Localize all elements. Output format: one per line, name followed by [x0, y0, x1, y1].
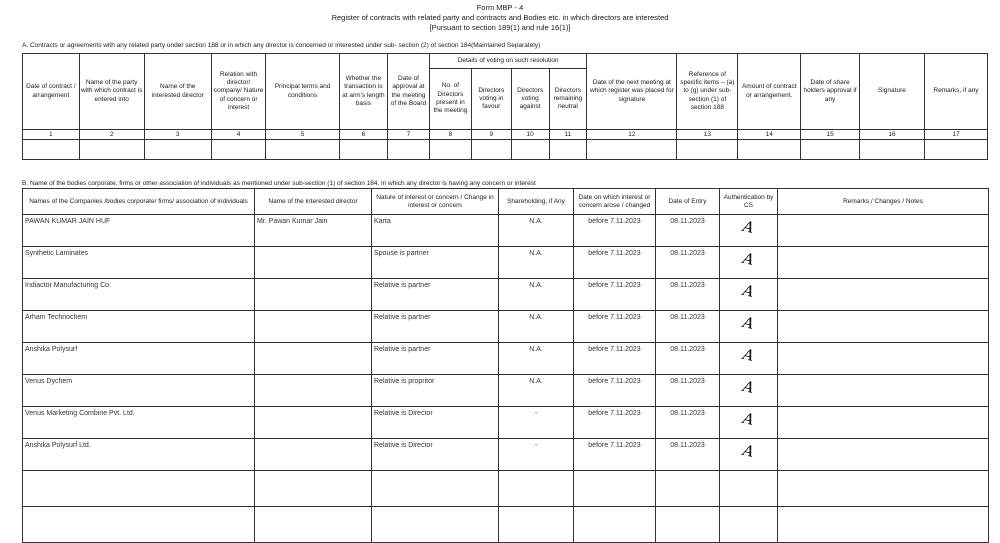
authentication-cell	[720, 247, 778, 279]
interested-director-cell	[255, 375, 372, 407]
blank-cell	[778, 507, 989, 543]
col-header-date-arose: Date on which interest or concern arose / changed	[574, 189, 656, 215]
remarks-cell	[778, 311, 989, 343]
table-row	[23, 407, 989, 439]
col-header-company-name: Names of the Companies /bodies corporate/ firms/ association of individuals	[23, 189, 255, 215]
shareholding-cell: N.A.	[499, 279, 574, 311]
interested-director-cell: Mr. Pawan Kumar Jain	[255, 215, 372, 247]
company-name-cell: Synthetic Laminates	[23, 247, 255, 279]
shareholding-cell: N.A.	[499, 343, 574, 375]
blank-cell	[656, 471, 720, 507]
date-of-entry-cell: 08.11.2023	[656, 407, 720, 439]
section-b-rows	[23, 215, 989, 471]
cs-signature: A	[741, 281, 756, 301]
form-number: Form MBP - 4	[476, 3, 524, 12]
shareholding-cell: N.A.	[499, 311, 574, 343]
section-a-number-row	[23, 130, 988, 140]
blank-cell	[211, 140, 266, 160]
date-arose-cell: before 7.11.2023	[574, 343, 656, 375]
blank-cell	[574, 507, 656, 543]
col-number: 16	[859, 130, 924, 140]
col-header-date: Date of contract / arrangement	[23, 54, 80, 130]
cs-signature: A	[741, 409, 756, 429]
authentication-cell	[720, 407, 778, 439]
blank-cell	[79, 140, 144, 160]
company-name-cell: Arham Technochem	[23, 311, 255, 343]
date-of-entry-cell: 08.11.2023	[656, 343, 720, 375]
col-number: 5	[266, 130, 339, 140]
company-name-cell: PAWAN KUMAR JAIN HUF	[23, 215, 255, 247]
remarks-cell	[778, 215, 989, 247]
col-number: 3	[144, 130, 211, 140]
blank-cell	[372, 507, 499, 543]
interested-director-cell	[255, 343, 372, 375]
blank-cell	[499, 471, 574, 507]
authentication-cell	[720, 343, 778, 375]
company-name-cell: Venus Dychem	[23, 375, 255, 407]
authentication-cell	[720, 311, 778, 343]
col-number: 15	[801, 130, 860, 140]
table-row-empty	[23, 507, 989, 543]
col-header-party: Name of the party with which contract is entered into	[79, 54, 144, 130]
date-arose-cell: before 7.11.2023	[574, 311, 656, 343]
remarks-cell	[778, 247, 989, 279]
col-header-shareholders-approval: Date of share holders approval if any	[801, 54, 860, 130]
table-row	[23, 247, 989, 279]
date-arose-cell: before 7.11.2023	[574, 439, 656, 471]
blank-cell	[587, 140, 677, 160]
authentication-cell	[720, 375, 778, 407]
shareholding-cell: -	[499, 439, 574, 471]
remarks-cell	[778, 407, 989, 439]
col-number: 4	[211, 130, 266, 140]
blank-cell	[266, 140, 339, 160]
shareholding-cell: -	[499, 407, 574, 439]
col-number: 1	[23, 130, 80, 140]
cs-signature: A	[741, 249, 756, 269]
blank-cell	[23, 507, 255, 543]
nature-of-interest-cell: Relative is propritor	[372, 375, 499, 407]
blank-cell	[429, 140, 471, 160]
date-of-entry-cell: 08.11.2023	[656, 439, 720, 471]
blank-cell	[23, 140, 80, 160]
col-number: 14	[738, 130, 801, 140]
col-header-voting-against: Directors voting against	[511, 69, 549, 130]
blank-cell	[549, 140, 587, 160]
col-header-terms: Principal terms and conditions	[266, 54, 339, 130]
col-header-voting: Details of voting on such resolution	[429, 54, 586, 69]
col-number: 2	[79, 130, 144, 140]
date-arose-cell: before 7.11.2023	[574, 215, 656, 247]
nature-of-interest-cell: Relative is partner	[372, 343, 499, 375]
shareholding-cell: N.A.	[499, 375, 574, 407]
col-header-director: Name of the interested director	[144, 54, 211, 130]
col-header-approval-date: Date of approval at the meeting of the Board	[388, 54, 430, 130]
col-header-neutral: Directors remaining neutral	[549, 69, 587, 130]
col-header-signature: Signature	[859, 54, 924, 130]
col-number: 7	[388, 130, 430, 140]
col-number: 9	[471, 130, 511, 140]
company-name-cell: Indiactor Manufacturing Co.	[23, 279, 255, 311]
interested-director-cell	[255, 279, 372, 311]
nature-of-interest-cell: Relative is partner	[372, 311, 499, 343]
blank-cell	[574, 471, 656, 507]
table-row	[23, 343, 989, 375]
table-row	[23, 311, 989, 343]
date-of-entry-cell: 08.11.2023	[656, 215, 720, 247]
col-header-date-of-entry: Date of Entry	[656, 189, 720, 215]
nature-of-interest-cell: Relative is Director	[372, 407, 499, 439]
remarks-cell	[778, 279, 989, 311]
col-header-amount: Amount of contract or arrangement.	[738, 54, 801, 130]
blank-cell	[499, 507, 574, 543]
date-arose-cell: before 7.11.2023	[574, 375, 656, 407]
col-number: 10	[511, 130, 549, 140]
interested-director-cell	[255, 247, 372, 279]
nature-of-interest-cell: Relative is Director	[372, 439, 499, 471]
section-b-table	[22, 188, 989, 543]
date-of-entry-cell: 08.11.2023	[656, 279, 720, 311]
blank-cell	[656, 507, 720, 543]
authentication-cell	[720, 279, 778, 311]
date-of-entry-cell: 08.11.2023	[656, 247, 720, 279]
register-subtitle: [Pursuant to section 189(1) and rule 16(1)]	[429, 23, 571, 32]
interested-director-cell	[255, 439, 372, 471]
table-row-empty	[23, 471, 989, 507]
col-header-nature-of-interest: Nature of interest or concern / Change in interest or concern	[372, 189, 499, 215]
shareholding-cell: N.A.	[499, 215, 574, 247]
cs-signature: A	[741, 217, 756, 237]
interested-director-cell	[255, 407, 372, 439]
col-number: 17	[924, 130, 987, 140]
blank-cell	[677, 140, 738, 160]
col-header-interested-director: Name of the interested director	[255, 189, 372, 215]
section-b-header-row	[23, 189, 989, 215]
blank-cell	[720, 507, 778, 543]
date-arose-cell: before 7.11.2023	[574, 407, 656, 439]
section-a-header-row	[23, 54, 988, 69]
table-row	[23, 279, 989, 311]
col-number: 12	[587, 130, 677, 140]
col-number: 13	[677, 130, 738, 140]
section-b-heading: B. Name of the bodies corporate, firms or other association of individuals as mentioned under sub-section (1) of section 184, in which any director is having any concern or interest	[22, 180, 536, 187]
register-title: Register of contracts with related party and contracts and Bodies etc. in which directors are interested	[331, 13, 669, 22]
col-header-remarks: Remarks / Changes / Notes	[778, 189, 989, 215]
blank-cell	[372, 471, 499, 507]
col-header-remarks: Remarks, if any	[924, 54, 987, 130]
table-row	[23, 439, 989, 471]
blank-cell	[255, 507, 372, 543]
col-number: 6	[339, 130, 387, 140]
blank-cell	[255, 471, 372, 507]
col-number: 11	[549, 130, 587, 140]
cs-signature: A	[741, 377, 756, 397]
company-name-cell: Venus Marketing Combine Pvt. Ltd.	[23, 407, 255, 439]
blank-cell	[801, 140, 860, 160]
section-a-blank-row	[23, 140, 988, 160]
cs-signature: A	[741, 345, 756, 365]
col-header-voting-favour: Directors voting in favour	[471, 69, 511, 130]
blank-cell	[859, 140, 924, 160]
col-header-reference: Reference of specific items – (a) to (g) under sub-section (1) of section 188	[677, 54, 738, 130]
section-a-table	[22, 53, 988, 160]
col-header-shareholding: Shareholding, if Any	[499, 189, 574, 215]
blank-cell	[471, 140, 511, 160]
blank-cell	[388, 140, 430, 160]
blank-cell	[339, 140, 387, 160]
blank-cell	[511, 140, 549, 160]
shareholding-cell: N.A.	[499, 247, 574, 279]
nature-of-interest-cell: Relative is partner	[372, 279, 499, 311]
col-number: 8	[429, 130, 471, 140]
date-of-entry-cell: 08.11.2023	[656, 311, 720, 343]
col-header-next-meeting: Date of the next meeting at which register was placed for signature	[587, 54, 677, 130]
blank-cell	[144, 140, 211, 160]
authentication-cell	[720, 215, 778, 247]
blank-cell	[23, 471, 255, 507]
remarks-cell	[778, 375, 989, 407]
remarks-cell	[778, 343, 989, 375]
col-header-arms-length: Whether the transaction is at arm's length basis	[339, 54, 387, 130]
table-row	[23, 215, 989, 247]
section-a-heading: A. Contracts or agreements with any related party under section 188 or in which any director is concerned or interested under sub- section (2) of section 184(Maintained Separately)	[22, 42, 541, 49]
company-name-cell: Anshika Polysurf Ltd.	[23, 439, 255, 471]
col-header-directors-present: No. of Directors present in the meeting	[429, 69, 471, 130]
cs-signature: A	[741, 313, 756, 333]
nature-of-interest-cell: Spouse is partner	[372, 247, 499, 279]
col-header-relation: Relation with director/ company/ Nature of concern or interest	[211, 54, 266, 130]
authentication-cell	[720, 439, 778, 471]
blank-cell	[738, 140, 801, 160]
date-of-entry-cell: 08.11.2023	[656, 375, 720, 407]
nature-of-interest-cell: Karta	[372, 215, 499, 247]
table-row	[23, 375, 989, 407]
interested-director-cell	[255, 311, 372, 343]
date-arose-cell: before 7.11.2023	[574, 247, 656, 279]
date-arose-cell: before 7.11.2023	[574, 279, 656, 311]
cs-signature: A	[741, 441, 756, 461]
blank-cell	[924, 140, 987, 160]
col-header-authentication: Authentication by CS	[720, 189, 778, 215]
blank-cell	[720, 471, 778, 507]
company-name-cell: Anshika Polysurf	[23, 343, 255, 375]
remarks-cell	[778, 439, 989, 471]
blank-cell	[778, 471, 989, 507]
